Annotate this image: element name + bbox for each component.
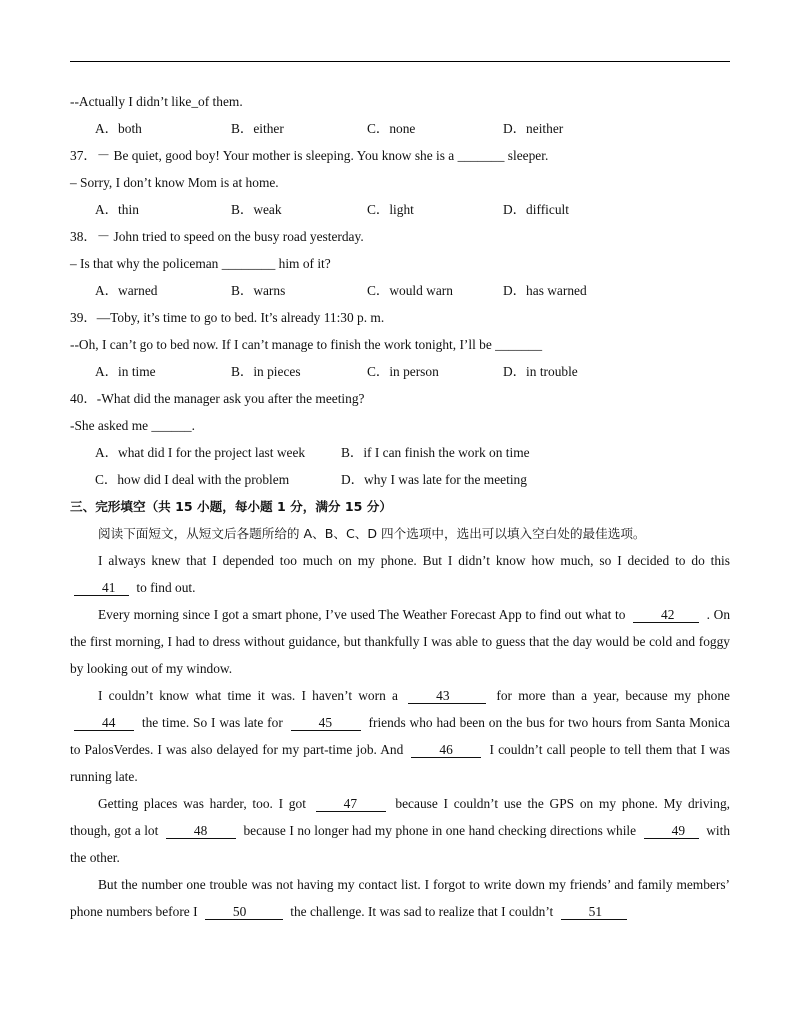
document-body [70, 88, 730, 925]
option-c: C．light [367, 202, 414, 217]
option-c: C．would warn [367, 283, 453, 298]
blank-48: 48 [166, 823, 236, 839]
option-b: B．warns [231, 283, 286, 298]
blank-51: 51 [561, 904, 627, 920]
blank-49: 49 [644, 823, 699, 839]
question-36-stem: --Actually I didn’t like_of them. [70, 94, 243, 109]
question-38-options [70, 277, 730, 304]
question-38-reply: – Is that why the policeman ________ him of it? [70, 256, 331, 271]
option-a: A．what did I for the project last week [95, 445, 306, 460]
blank-42: 42 [633, 607, 699, 623]
option-c: C．none [367, 121, 416, 136]
blank-45: 45 [291, 715, 361, 731]
passage-paragraph-4: Getting places was harder, too. I got 47 because I couldn’t use the GPS on my phone. My driving, though, got a lot 48 because I no longer had my phone in one hand checking directions while 49 with the other. [70, 796, 731, 865]
option-b: B．either [231, 121, 284, 136]
option-d: D．has warned [503, 283, 587, 298]
option-d: D．difficult [503, 202, 569, 217]
passage-paragraph-5: But the number one trouble was not having my contact list. I forgot to write down my friends’ and family members’ phone numbers before I 50 the challenge. It was sad to realize that I couldn’t 51 [70, 877, 730, 919]
blank-47: 47 [316, 796, 386, 812]
question-40-options-row2 [70, 466, 730, 493]
question-39-stem: 39．—Toby, it’s time to go to bed. It’s already 11:30 p. m. [70, 310, 385, 325]
option-c: C．how did I deal with the problem [95, 472, 290, 487]
option-b: B．if I can finish the work on time [341, 445, 530, 460]
option-d: D．neither [503, 121, 564, 136]
option-d: D．in trouble [503, 364, 578, 379]
question-37-reply: – Sorry, I don’t know Mom is at home. [70, 175, 279, 190]
option-a: A．both [95, 121, 142, 136]
section-heading: 三、完形填空（共 15 小题，每小题 1 分，满分 15 分） [70, 499, 392, 514]
question-37-stem: 37．－ Be quiet, good boy! Your mother is sleeping. You know she is a _______ sleeper. [70, 148, 549, 163]
blank-46: 46 [411, 742, 481, 758]
header-rule [70, 61, 730, 62]
option-b: B．weak [231, 202, 282, 217]
question-40-stem: 40．-What did the manager ask you after the meeting? [70, 391, 365, 406]
section-instruction: 阅读下面短文，从短文后各题所给的 A、B、C、D 四个选项中，选出可以填入空白处的最佳选项。 [98, 526, 646, 541]
blank-43: 43 [408, 688, 486, 704]
question-40-options-row1 [70, 439, 730, 466]
passage-paragraph-3: I couldn’t know what time it was. I haven’t worn a 43 for more than a year, because my phone 44 the time. So I was late for 45 friends who had been on the bus for two hours from Santa Monica to PalosVerdes. I was also delayed for my part-time job. And 46 I couldn’t call people to tell them that I was running late. [70, 688, 731, 784]
blank-41: 41 [74, 580, 129, 596]
question-39-reply: --Oh, I can’t go to bed now. If I can’t manage to finish the work tonight, I’ll be _______ [70, 337, 543, 352]
blank-50: 50 [205, 904, 283, 920]
option-a: A．thin [95, 202, 139, 217]
question-36-options [70, 115, 730, 142]
option-c: C．in person [367, 364, 439, 379]
question-37-options [70, 196, 730, 223]
blank-44: 44 [74, 715, 134, 731]
option-b: B．in pieces [231, 364, 301, 379]
question-39-options [70, 358, 730, 385]
passage-paragraph-1: I always knew that I depended too much on my phone. But I didn’t know how much, so I decided to do this 41 to find out. [70, 547, 730, 601]
question-38-stem: 38．－ John tried to speed on the busy road yesterday. [70, 229, 364, 244]
passage-paragraph-2: Every morning since I got a smart phone, I’ve used The Weather Forecast App to find out what to 42 . On the first morning, I had to dress without guidance, but thankfully I was able to guess that the day would be cold and foggy by looking out of my window. [70, 607, 731, 676]
option-a: A．warned [95, 283, 158, 298]
question-40-reply: -She asked me ______. [70, 418, 195, 433]
option-a: A．in time [95, 364, 156, 379]
option-d: D．why I was late for the meeting [341, 472, 527, 487]
